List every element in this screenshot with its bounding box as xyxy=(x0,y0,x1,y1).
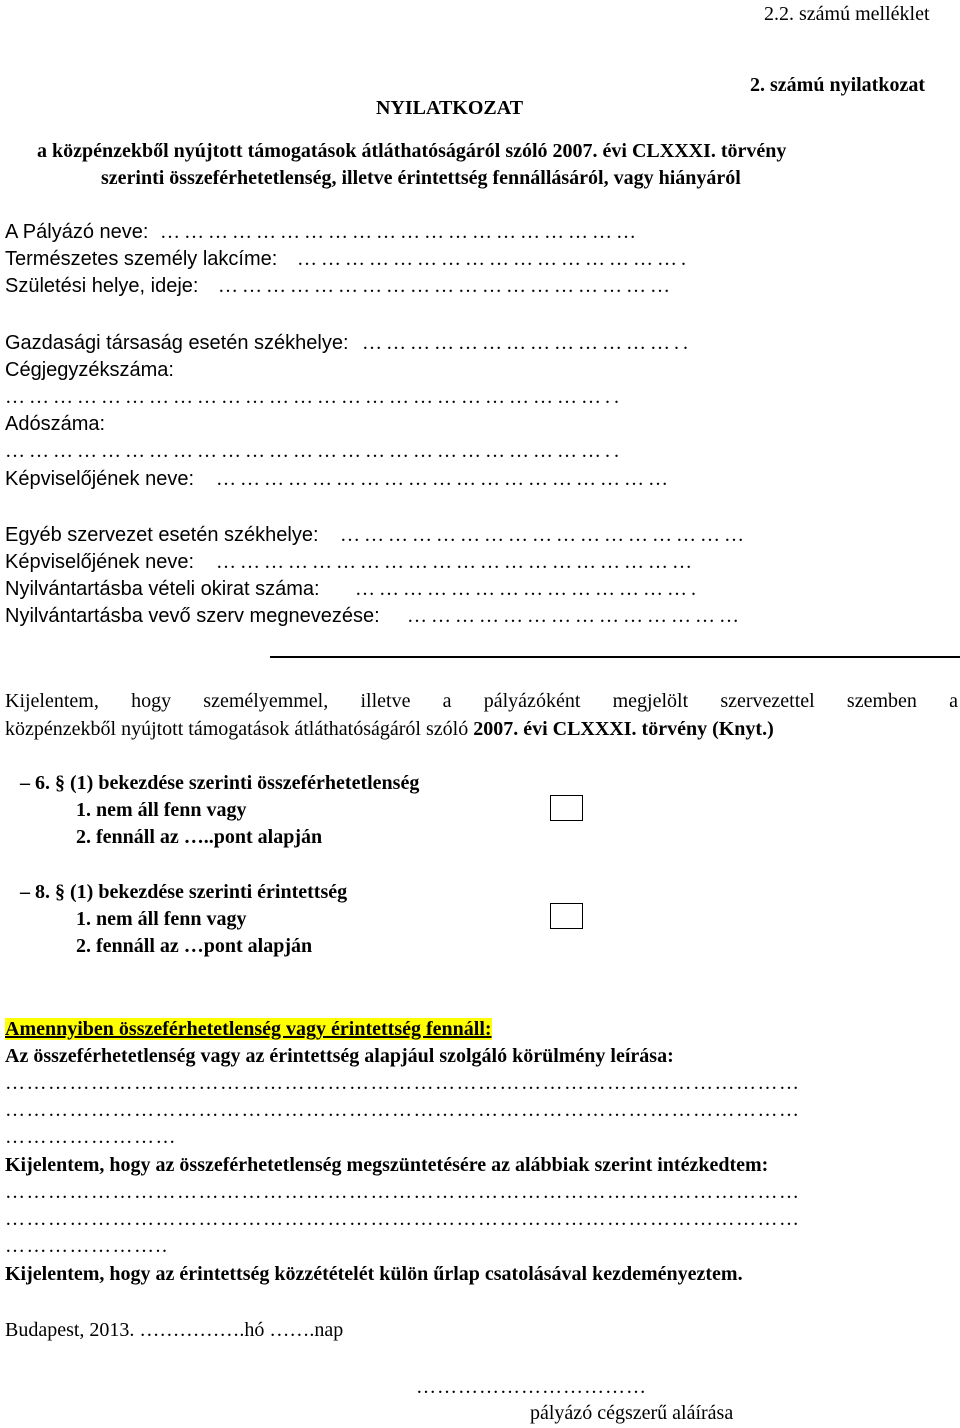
measures-field-1[interactable]: ………………………………………………………………………………………………… xyxy=(5,1181,801,1203)
birth-field[interactable]: ………………………………………………… xyxy=(218,275,674,297)
company-seat-label: Gazdasági társaság esetén székhelye: xyxy=(5,332,349,354)
birth-label: Születési helye, ideje: xyxy=(5,275,199,297)
declaration-line-2-text: közpénzekből nyújtott támogatások átláthatóságáról szóló xyxy=(5,718,474,740)
org-rep-field[interactable]: …………………………………………………… xyxy=(216,551,696,573)
description-field-2[interactable]: ………………………………………………………………………………………………… xyxy=(5,1099,801,1121)
applicant-name-label: A Pályázó neve: xyxy=(5,221,149,243)
org-seat-field[interactable]: …………………………………………… xyxy=(340,524,748,546)
subtitle-line-2: szerinti összeférhetetlenség, illetve érintettség fennállásáról, vagy hiányáról xyxy=(101,167,741,189)
document-title: NYILATKOZAT xyxy=(376,97,524,119)
section-6-option-2: 2. fennáll az …..pont alapján xyxy=(76,826,323,848)
section-8-title: – 8. § (1) bekezdése szerinti érintettség xyxy=(20,881,348,903)
law-reference: 2007. évi CLXXXI. törvény (Knyt.) xyxy=(473,718,774,740)
conflict-heading-text: Amennyiben összeférhetetlenség vagy érintettség fennáll: xyxy=(5,1018,492,1040)
registering-body-label: Nyilvántartásba vevő szerv megnevezése: xyxy=(5,605,380,627)
applicant-name-field[interactable]: …………………………………………………… xyxy=(160,221,640,243)
org-rep-label: Képviselőjének neve: xyxy=(5,551,195,573)
signature-line[interactable]: …………………………… xyxy=(416,1376,647,1398)
company-rep-field[interactable]: ………………………………………………… xyxy=(216,468,672,490)
annex-label: 2.2. számú melléklet xyxy=(764,3,930,25)
separator-line xyxy=(270,656,960,658)
tax-number-label: Adószáma: xyxy=(5,413,106,435)
place-date: Budapest, 2013. …………….hó …….nap xyxy=(5,1319,344,1341)
subtitle-line-1: a közpénzekből nyújtott támogatások átláthatóságáról szóló 2007. évi CLXXXI. törvény xyxy=(37,140,787,162)
section-8-option-2: 2. fennáll az …pont alapján xyxy=(76,935,313,957)
registering-body-field[interactable]: …………………………………… xyxy=(407,605,743,627)
measures-field-3[interactable]: ………………….. xyxy=(5,1235,169,1257)
conflict-heading xyxy=(5,1019,492,1039)
statement-number: 2. számú nyilatkozat xyxy=(750,74,925,96)
declaration-line-2 xyxy=(5,719,774,739)
declaration-line-1: Kijelentem, hogy személyemmel, illetve a pályázóként megjelölt szervezettel szemben a xyxy=(5,690,958,712)
residence-label: Természetes személy lakcíme: xyxy=(5,248,278,270)
section-8-option-1: 1. nem áll fenn vagy xyxy=(76,908,247,930)
description-label: Az összeférhetetlenség vagy az érintettség alapjául szolgáló körülmény leírása: xyxy=(5,1045,674,1067)
registration-doc-field[interactable]: ……………………………………. xyxy=(355,578,700,600)
publication-statement: Kijelentem, hogy az érintettség közzétételét külön űrlap csatolásával kezdeményeztem. xyxy=(5,1263,743,1285)
registration-doc-label: Nyilvántartásba vételi okirat száma: xyxy=(5,578,320,600)
reg-number-field[interactable]: ………………………………………………………………….. xyxy=(5,386,623,408)
measures-label: Kijelentem, hogy az összeférhetetlenség megszüntetésére az alábbiak szerint intézkedtem: xyxy=(5,1154,769,1176)
residence-field[interactable]: …………………………………………. xyxy=(297,248,690,270)
signature-label: pályázó cégszerű aláírása xyxy=(530,1402,734,1424)
description-field-3[interactable]: …………………… xyxy=(5,1126,177,1148)
reg-number-label: Cégjegyzékszáma: xyxy=(5,359,174,381)
description-field-1[interactable]: ………………………………………………………………………………………………… xyxy=(5,1072,801,1094)
section-6-checkbox[interactable] xyxy=(550,795,583,821)
company-seat-field[interactable]: ………………………………….. xyxy=(362,332,692,354)
company-rep-label: Képviselőjének neve: xyxy=(5,468,195,490)
measures-field-2[interactable]: ………………………………………………………………………………………………… xyxy=(5,1208,801,1230)
section-8-checkbox[interactable] xyxy=(550,903,583,929)
org-seat-label: Egyéb szervezet esetén székhelye: xyxy=(5,524,319,546)
section-6-title: – 6. § (1) bekezdése szerinti összeférhetetlenség xyxy=(20,772,420,794)
section-6-option-1: 1. nem áll fenn vagy xyxy=(76,799,247,821)
tax-number-field[interactable]: ………………………………………………………………….. xyxy=(5,440,623,462)
